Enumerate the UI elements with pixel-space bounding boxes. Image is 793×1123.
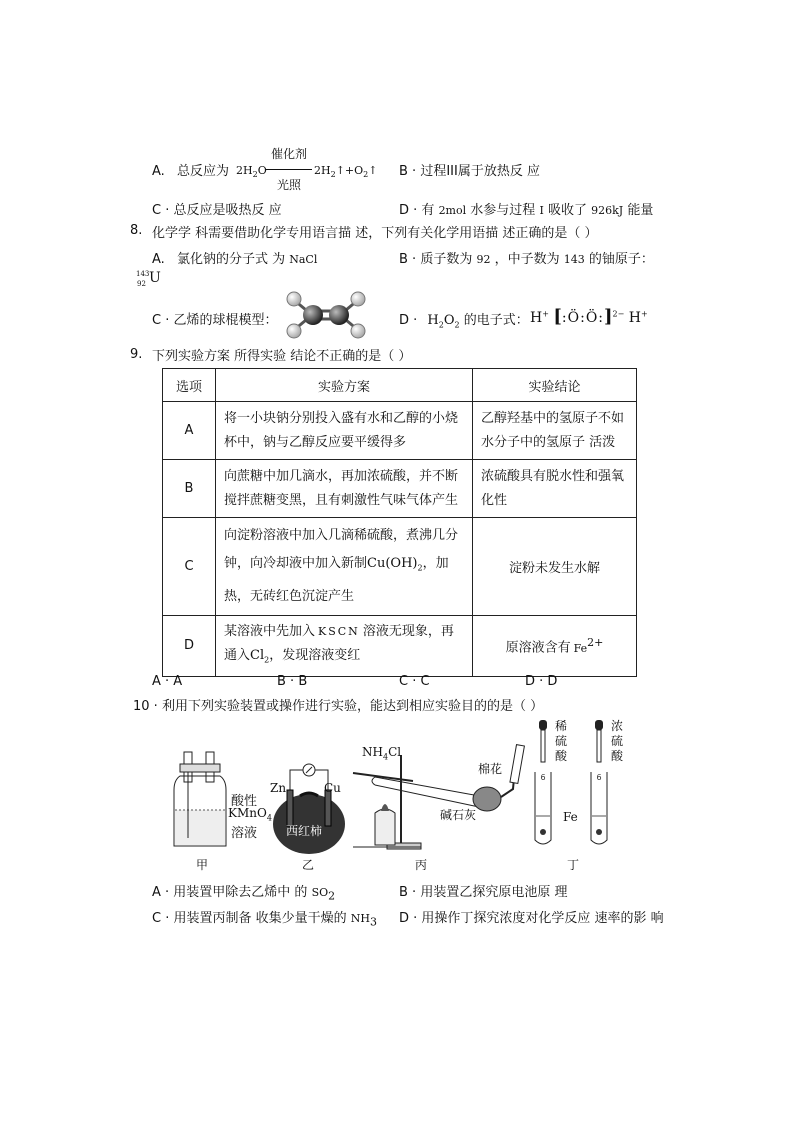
q7-option-c[interactable]: C · 总反应是吸热反 应 <box>152 203 282 218</box>
q7-light-label: 光照 <box>276 178 301 192</box>
q7-catalyst-label: 催化剂 <box>270 147 307 161</box>
experiment-table <box>162 368 637 677</box>
row-plan: 将一小块钠分别投入盛有水和乙醇的小烧杯中，钠与乙醇反应要平缓得多 <box>216 402 473 460</box>
q10-option-a[interactable]: A · 用装置甲除去乙烯中 的 $SO_2$ <box>152 885 336 903</box>
header-option: 选项 <box>163 369 216 402</box>
soda-lime-label: 碱石灰 <box>440 808 477 822</box>
row-option: A <box>163 402 216 460</box>
cotton-label: 棉花 <box>478 762 503 776</box>
q8-option-c[interactable]: C · 乙烯的球棍模型： <box>152 313 278 328</box>
row-plan: 某溶液中先加入 KSCN 溶液无现象，再 通入$Cl_2$，发现溶液变红 <box>216 615 473 677</box>
q9-answer-c[interactable]: C · C <box>399 674 430 689</box>
q10-option-c[interactable]: C · 用装置丙制备 收集少量干燥的 $NH_3$ <box>152 911 377 929</box>
svg-text:6: 6 <box>540 773 546 782</box>
row-plan: 向淀粉溶液中加入几滴稀硫酸，煮沸几分钟，向冷却液中加入新制$Cu(OH)_2$，加热，无砖红色沉淀产生 <box>216 518 473 616</box>
q9-number: 9. <box>130 347 143 362</box>
concentrated-acid-label: 浓 硫 酸 <box>611 719 624 763</box>
dilute-acid-label: 稀 硫 酸 <box>555 719 568 763</box>
q10-option-b[interactable]: B · 用装置乙探究原电池原 理 <box>399 885 568 900</box>
table-row <box>163 615 637 677</box>
q8-uranium-mass-number: 143 <box>136 270 150 278</box>
q8-number: 8. <box>130 223 143 238</box>
row-option: D <box>163 615 216 677</box>
header-conclusion: 实验结论 <box>473 369 637 402</box>
copper-electrode-label: Cu <box>324 781 341 795</box>
row-conclusion: 浓硫酸具有脱水性和强氧化性 <box>473 460 637 518</box>
table-header-row <box>163 369 637 402</box>
q7-reaction-arrow <box>266 169 312 170</box>
option-text: 总反应为 <box>176 164 229 179</box>
table-row <box>163 402 637 460</box>
q8-uranium-symbol: U <box>149 270 161 286</box>
row-conclusion: 淀粉未发生水解 <box>473 518 637 616</box>
test-tubes-dropper-icon <box>533 718 613 850</box>
tomato-battery-icon <box>270 760 348 856</box>
q7-equation-left: $2H_2O$ <box>236 164 267 180</box>
row-option: B <box>163 460 216 518</box>
row-plan: 向蔗糖中加几滴水，再加浓硫酸，并不断搅拌蔗糖变黑，且有刺激性气味气体产生 <box>216 460 473 518</box>
iron-label: Fe <box>563 810 578 824</box>
apparatus-label-jia: 甲 <box>196 858 209 872</box>
q9-answer-b[interactable]: B · B <box>277 674 308 689</box>
tomato-label: 西红柿 <box>286 824 323 838</box>
q8-stem: 化学学 科需要借助化学专用语言描 述，下列有关化学用语描 述正确的是（ ） <box>152 226 598 241</box>
q10-option-d[interactable]: D · 用操作丁探究浓度对化学反应 速率的影 响 <box>399 911 664 926</box>
q9-answer-d[interactable]: D · D <box>525 674 558 689</box>
table-row <box>163 460 637 518</box>
h2o2-electron-formula: H+ [:Ö:Ö:]$^{2-}$ H+ <box>530 306 648 327</box>
jia-reagent-label-3: 溶液 <box>231 826 258 841</box>
header-plan: 实验方案 <box>216 369 473 402</box>
ethylene-ball-stick-model-icon <box>280 290 372 340</box>
apparatus-label-yi: 乙 <box>302 858 315 872</box>
apparatus-label-ding: 丁 <box>567 858 580 872</box>
row-option: C <box>163 518 216 616</box>
option-label: A. <box>152 164 165 179</box>
gas-washing-bottle-icon <box>170 750 230 850</box>
jia-reagent-label-1: 酸性 <box>231 794 258 809</box>
zinc-electrode-label: Zn <box>270 781 287 795</box>
q7-option-b[interactable]: B · 过程III属于放热反 应 <box>399 164 540 179</box>
ammonium-chloride-label: $NH_4Cl$ <box>362 745 402 762</box>
q8-option-d[interactable]: $D \cdot H_2O_2$ 的电子式： <box>399 313 529 330</box>
row-conclusion: 乙醇羟基中的氢原子不如水分子中的氢原子 活泼 <box>473 402 637 460</box>
jia-reagent-label-2: KMnO$_4$ <box>228 806 272 823</box>
q7-equation-right: $2H_2↑+O_2↑$ <box>314 164 378 180</box>
apparatus-label-bing: 丙 <box>415 858 428 872</box>
row-conclusion: 原溶液含有 $Fe^{2+}$ <box>473 615 637 677</box>
q8-option-b[interactable]: B · 质子数为 92 ，中子数为 143 的铀原子： <box>399 252 654 267</box>
q8-option-a[interactable]: A. 氯化钠的分子式 为 NaCl <box>152 252 318 267</box>
q8-uranium-atomic-number: 92 <box>137 280 146 288</box>
table-row <box>163 518 637 616</box>
q7-option-d[interactable]: D · 有 2mol 水参与过程 I 吸收了 926kJ 能量 <box>399 203 654 218</box>
q9-stem: 下列实验方案 所得实验 结论不正确的是（ ） <box>152 349 412 364</box>
q7-option-a[interactable] <box>152 160 229 179</box>
q10-stem: 10 · 利用下列实验装置或操作进行实验，能达到相应实验目的的是（ ） <box>133 699 544 714</box>
q9-answer-a[interactable]: A · A <box>152 674 183 689</box>
svg-text:6: 6 <box>596 773 602 782</box>
